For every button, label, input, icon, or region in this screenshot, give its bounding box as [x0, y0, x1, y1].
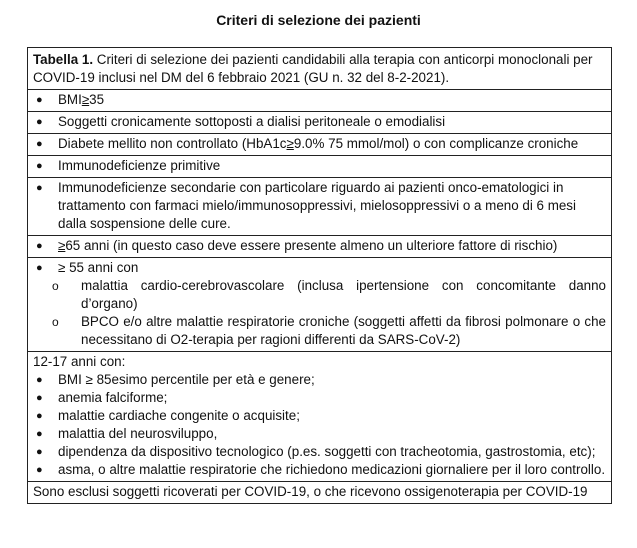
- table-row: [28, 236, 612, 258]
- table-row: [28, 482, 612, 504]
- age55-subitem-text: malattia cardio-cerebrovascolare (inclusa ipertensione con concomitante danno d’organo): [81, 278, 606, 311]
- bullet-icon: ●: [36, 116, 43, 128]
- criterion-secondary-immunodeficiency: [28, 178, 612, 236]
- list-item: [33, 461, 606, 479]
- bullet-icon: ●: [36, 464, 43, 476]
- table-row: [28, 134, 612, 156]
- diabetes-prefix: Diabete mellito non controllato (HbA1c: [58, 136, 287, 151]
- bmi-value: 35: [89, 92, 105, 107]
- criterion-age-55: [28, 258, 612, 352]
- bullet-icon: ●: [36, 240, 43, 252]
- caption-label: Tabella 1.: [33, 52, 94, 67]
- bmi-ge-symbol: ≥: [81, 92, 90, 107]
- bullet-icon: ●: [36, 262, 43, 274]
- list-item-text: dipendenza da dispositivo tecnologico (p.es. soggetti con tracheotomia, gastrostomia, etc);: [58, 444, 596, 459]
- list-item: [33, 407, 606, 425]
- table-row: [28, 48, 612, 90]
- age65-ge-symbol: ≥: [58, 238, 66, 253]
- list-item-text: anemia falciforme;: [58, 390, 168, 405]
- bullet-icon: ●: [36, 446, 43, 458]
- caption-text: Criteri di selezione dei pazienti candidabili alla terapia con anticorpi monoclonali per COVID-19 inclusi nel DM del 6 febbraio 2021 (GU n. 32 del 8-2-2021).: [33, 52, 593, 85]
- bullet-icon: ●: [36, 410, 43, 422]
- bullet-icon: ●: [36, 160, 43, 172]
- exclusion-criteria: Sono esclusi soggetti ricoverati per COVID-19, o che ricevono ossigenoterapia per COVID-19: [28, 482, 612, 504]
- pediatric-list: [33, 371, 606, 479]
- table-caption: [28, 48, 612, 90]
- list-item-text: BMI ≥ 85esimo percentile per età e genere;: [58, 372, 315, 387]
- age55-subitem: [28, 277, 606, 313]
- diabetes-ge-symbol: ≥: [286, 136, 294, 151]
- table-row: [28, 156, 612, 178]
- secondary-immuno-text: Immunodeficienze secondarie con particolare riguardo ai pazienti onco-ematologici in trattamento con farmaci mielo/immunosoppressivi, mielosoppressivi o a meno di 6 mesi dalla sospensione delle cure.: [58, 180, 576, 231]
- diabetes-suffix: 9.0% 75 mmol/mol) o con complicanze croniche: [293, 136, 579, 151]
- table-row: [28, 90, 612, 112]
- circle-bullet-icon: o: [52, 279, 59, 293]
- list-item: [33, 425, 606, 443]
- bullet-icon: ●: [36, 392, 43, 404]
- criterion-primary-immunodeficiency: [28, 156, 612, 178]
- primary-immuno-text: Immunodeficienze primitive: [58, 158, 221, 173]
- criterion-age-65: [28, 236, 612, 258]
- age55-subitem-text: BPCO e/o altre malattie respiratorie croniche (soggetti affetti da fibrosi polmonare o che necessitano di O2-terapia per ragioni differenti da SARS-CoV-2): [81, 314, 606, 347]
- criterion-pediatric: [28, 352, 612, 482]
- bullet-icon: ●: [36, 94, 43, 106]
- criterion-diabetes: [28, 134, 612, 156]
- age65-text: 65 anni (in questo caso deve essere presente almeno un ulteriore fattore di rischio): [65, 238, 558, 253]
- table-row: [28, 258, 612, 352]
- age55-text: ≥ 55 anni con: [58, 260, 139, 275]
- circle-bullet-icon: o: [52, 315, 59, 329]
- pediatric-header: 12-17 anni con:: [33, 354, 126, 369]
- list-item: [33, 389, 606, 407]
- list-item: [33, 443, 606, 461]
- criterion-dialysis: [28, 112, 612, 134]
- age55-subitem: [28, 313, 606, 349]
- bmi-prefix: BMI: [58, 92, 82, 107]
- criterion-bmi: [28, 90, 612, 112]
- list-item: [33, 371, 606, 389]
- list-item-text: malattia del neurosviluppo,: [58, 426, 218, 441]
- criteria-table: [27, 47, 612, 504]
- bullet-icon: ●: [36, 428, 43, 440]
- table-row: [28, 178, 612, 236]
- list-item-text: malattie cardiache congenite o acquisite;: [58, 408, 300, 423]
- bullet-icon: ●: [36, 138, 43, 150]
- page-title: Criteri di selezione dei pazienti: [216, 12, 421, 28]
- table-row: [28, 112, 612, 134]
- bullet-icon: ●: [36, 182, 43, 194]
- table-row: [28, 352, 612, 482]
- dialysis-text: Soggetti cronicamente sottoposti a dialisi peritoneale o emodialisi: [58, 114, 446, 129]
- bullet-icon: ●: [36, 374, 43, 386]
- list-item-text: asma, o altre malattie respiratorie che richiedono medicazioni giornaliere per il loro controllo.: [58, 462, 606, 477]
